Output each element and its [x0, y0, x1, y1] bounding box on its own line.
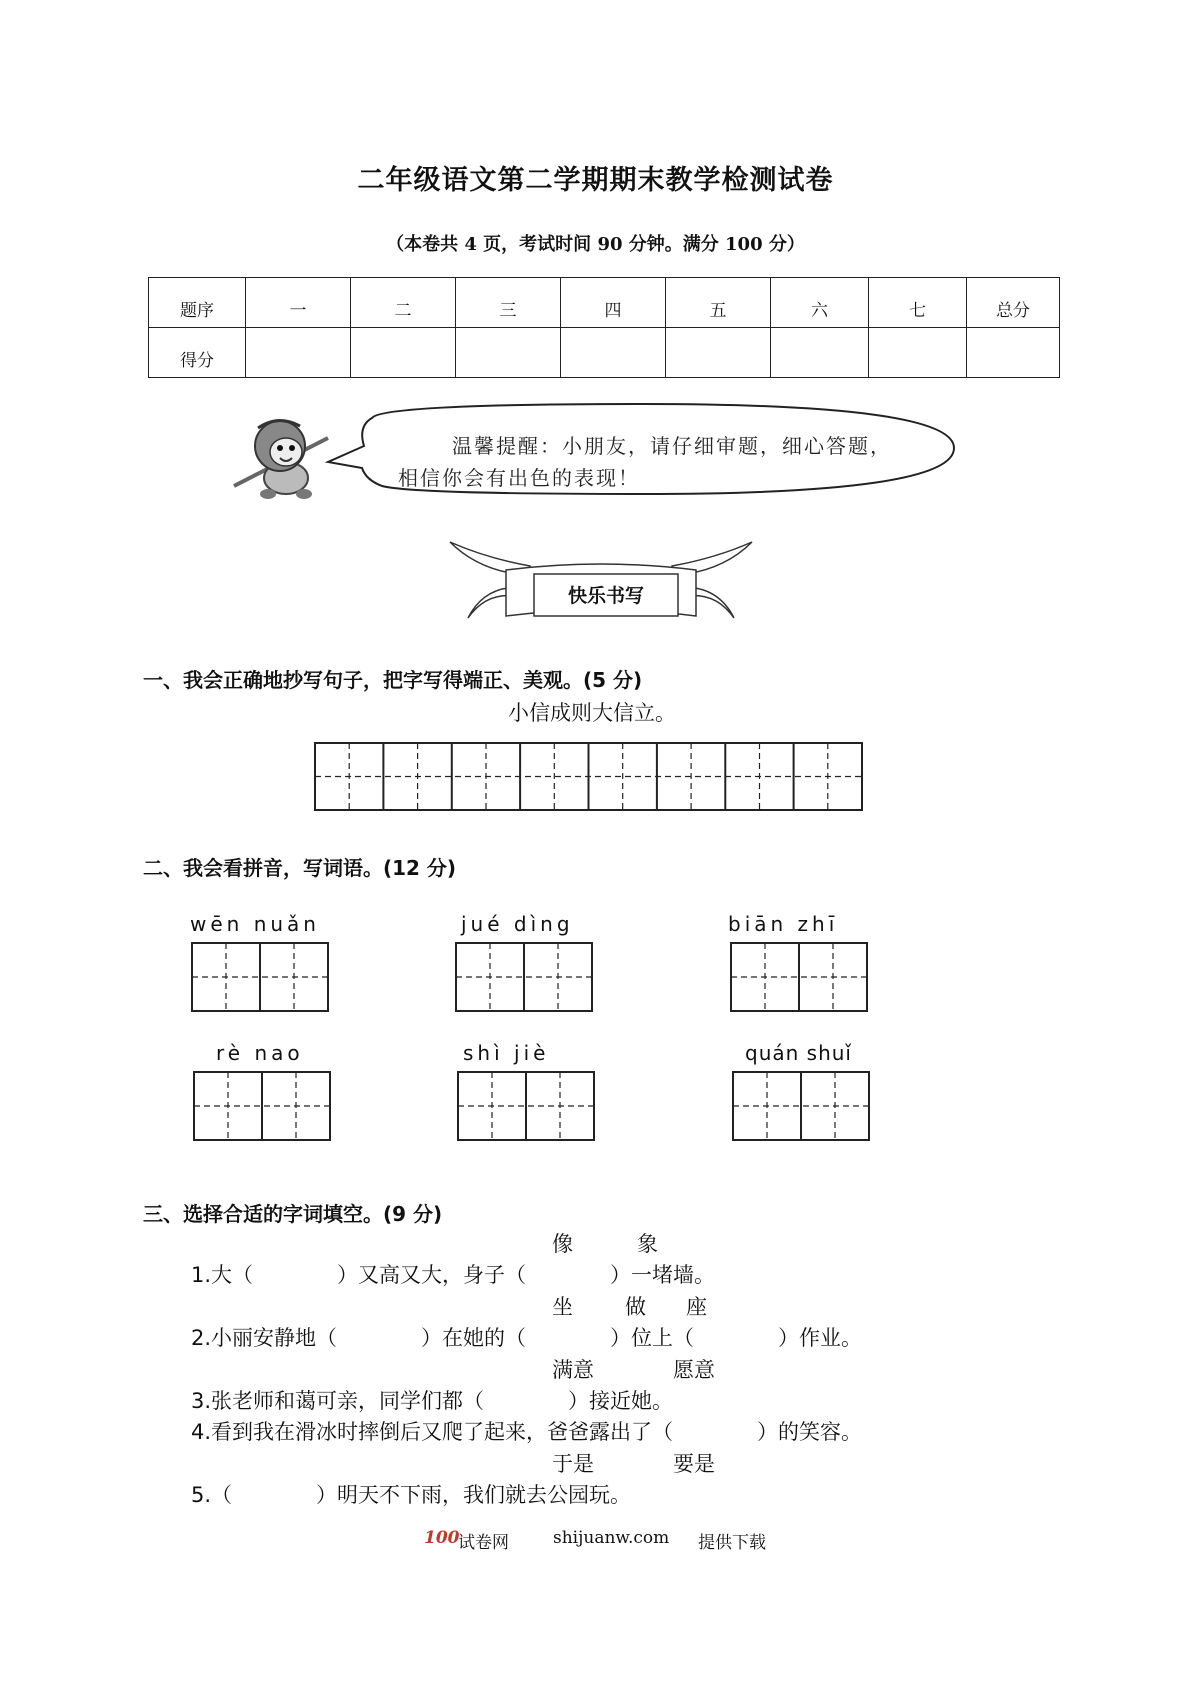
score-value-row	[149, 328, 1060, 378]
section-2-heading: 二、我会看拼音，写词语。(12 分)	[143, 856, 457, 880]
score-cell: 二	[351, 278, 456, 328]
score-blank	[666, 328, 771, 378]
score-cell: 四	[561, 278, 666, 328]
choice-word: 象	[637, 1232, 658, 1256]
score-table	[148, 277, 1060, 378]
score-cell: 六	[771, 278, 869, 328]
copy-sentence: 小信成则大信立。	[508, 701, 676, 725]
reminder-line-1: 温馨提醒：小朋友，请仔细审题，细心答题，	[452, 434, 892, 458]
banner-label: 快乐书写	[567, 585, 644, 607]
page-title: 二年级语文第二学期期末教学检测试卷	[357, 165, 834, 196]
reminder-line-2: 相信你会有出色的表现！	[398, 466, 640, 490]
score-blank	[456, 328, 561, 378]
word-grid[interactable]	[732, 1071, 870, 1141]
choice-word: 要是	[673, 1452, 715, 1476]
choice-word: 坐	[552, 1295, 573, 1319]
score-cell: 五	[666, 278, 771, 328]
score-blank	[351, 328, 456, 378]
score-header-row	[149, 278, 1060, 328]
pinyin-label: jué dìng	[461, 912, 574, 936]
word-grid[interactable]	[193, 1071, 331, 1141]
score-label: 得分	[149, 328, 246, 378]
score-blank	[967, 328, 1060, 378]
pinyin-label: quán shuǐ	[745, 1041, 852, 1065]
score-cell: 题序	[149, 278, 246, 328]
download-note: 提供下载	[698, 1533, 766, 1553]
choice-word: 满意	[552, 1358, 594, 1382]
score-blank	[561, 328, 666, 378]
section-3-heading: 三、选择合适的字词填空。(9 分)	[143, 1202, 443, 1226]
writing-grid[interactable]	[314, 742, 863, 811]
question-line-2: 2.小丽安静地（ ）在她的（ ）位上（ ）作业。	[191, 1326, 863, 1350]
question-line-3: 3.张老师和蔼可亲，同学们都（ ）接近她。	[191, 1389, 674, 1413]
word-grid[interactable]	[457, 1071, 595, 1141]
score-blank	[771, 328, 869, 378]
question-line-1: 1.大（ ）又高又大，身子（ ）一堵墙。	[191, 1263, 716, 1287]
pinyin-label: rè nao	[216, 1041, 304, 1065]
choice-word: 做	[625, 1295, 646, 1319]
score-cell: 一	[246, 278, 351, 328]
section-1-heading: 一、我会正确地抄写句子，把字写得端正、美观。(5 分)	[143, 668, 643, 692]
choice-word: 座	[686, 1295, 707, 1319]
word-grid[interactable]	[191, 942, 329, 1012]
pinyin-label: biān zhī	[728, 912, 839, 936]
choice-word: 像	[552, 1232, 573, 1256]
score-cell: 三	[456, 278, 561, 328]
site-domain[interactable]: shijuanw.com	[553, 1528, 670, 1548]
pinyin-label: shì jiè	[463, 1041, 550, 1065]
site-name: 试卷网	[458, 1533, 509, 1553]
site-logo: 100	[424, 1528, 460, 1548]
question-line-4: 4.看到我在滑冰时摔倒后又爬了起来，爸爸露出了（ ）的笑容。	[191, 1420, 863, 1444]
word-grid[interactable]	[730, 942, 868, 1012]
pinyin-label: wēn nuǎn	[190, 912, 320, 936]
exam-info: （本卷共 4 页，考试时间 90 分钟。满分 100 分）	[386, 234, 805, 255]
score-cell: 七	[869, 278, 967, 328]
score-blank	[869, 328, 967, 378]
word-grid[interactable]	[455, 942, 593, 1012]
choice-word: 愿意	[673, 1358, 715, 1382]
question-line-5: 5.（ ）明天不下雨，我们就去公园玩。	[191, 1483, 632, 1507]
score-cell: 总分	[967, 278, 1060, 328]
choice-word: 于是	[552, 1452, 594, 1476]
score-blank	[246, 328, 351, 378]
